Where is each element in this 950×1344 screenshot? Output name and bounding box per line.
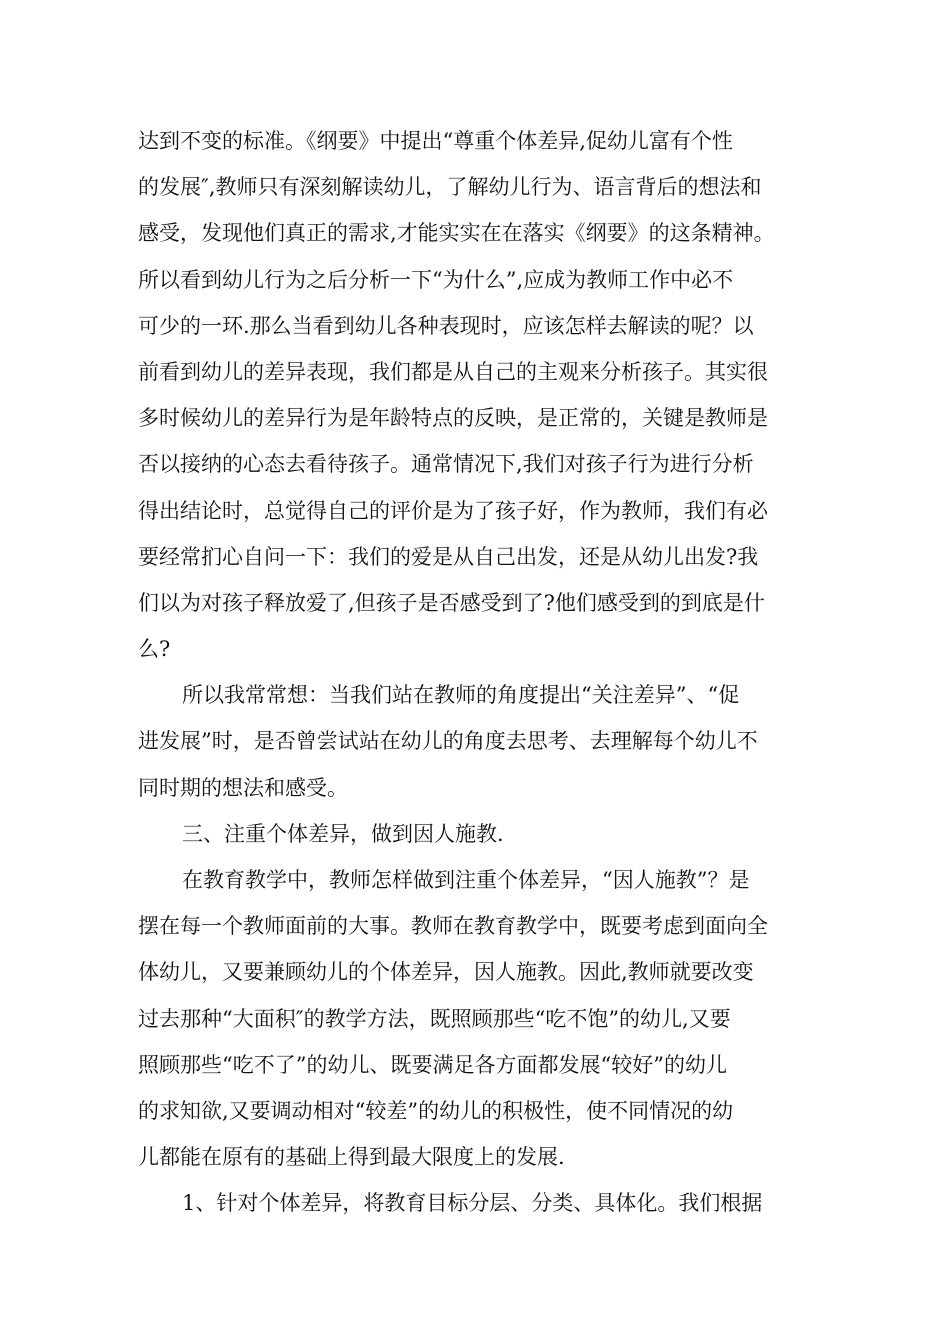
text-line: 可少的一环.那么当看到幼儿各种表现时，应该怎样去解读的呢？以 — [138, 313, 754, 338]
text-line-first: 1、针对个体差异，将教育目标分层、分类、具体化。我们根据 — [182, 1191, 763, 1216]
text-line: 们以为对孩子释放爱了,但孩子是否感受到了?他们感受到的到底是什 — [138, 590, 765, 615]
text-line: 的发展″,教师只有深刻解读幼儿，了解幼儿行为、语言背后的想法和 — [138, 175, 762, 200]
text-line: 要经常扪心自问一下：我们的爱是从自己出发，还是从幼儿出发?我 — [138, 544, 759, 569]
text-line: 达到不变的标准。《纲要》中提出“尊重个体差异,促幼儿富有个性 — [138, 129, 733, 153]
text-line: 么? — [138, 637, 171, 662]
text-line: 否以接纳的心态去看待孩子。通常情况下,我们对孩子行为进行分析 — [138, 452, 754, 477]
text-line: 摆在每一个教师面前的大事。教师在教育教学中，既要考虑到面向全 — [138, 914, 768, 939]
text-line: 得出结论时，总觉得自己的评价是为了孩子好，作为教师，我们有必 — [138, 498, 768, 523]
text-line: 进发展”时，是否曾尝试站在幼儿的角度去思考、去理解每个幼儿不 — [138, 729, 758, 754]
text-line: 体幼儿，又要兼顾幼儿的个体差异，因人施教。因此,教师就要改变 — [138, 960, 754, 985]
text-line: 感受，发现他们真正的需求,才能实实在在落实《纲要》的这条精神。 — [138, 221, 775, 246]
paragraph-p3 — [138, 857, 822, 1180]
text-line: 所以看到幼儿行为之后分析一下“为什么”,应成为教师工作中必不 — [138, 267, 734, 292]
text-line: 儿都能在原有的基础上得到最大限度上的发展. — [138, 1145, 565, 1170]
paragraph-p2 — [138, 672, 822, 811]
paragraph-p1 — [138, 118, 822, 672]
text-line: 多时候幼儿的差异行为是年龄特点的反映，是正常的，关键是教师是 — [138, 406, 768, 431]
section-heading-text: 三、注重个体差异，做到因人施教. — [182, 821, 504, 846]
text-line: 照顾那些“吃不了”的幼儿、既要满足各方面都发展“较好”的幼儿 — [138, 1052, 727, 1077]
text-line: 同时期的想法和感受。 — [138, 775, 348, 800]
document-page — [138, 118, 822, 1227]
text-line: 的求知欲,又要调动相对“较差”的幼儿的积极性，使不同情况的幼 — [138, 1098, 734, 1123]
text-line: 前看到幼儿的差异表现，我们都是从自己的主观来分析孩子。其实很 — [138, 359, 768, 384]
paragraph-p4 — [138, 1180, 822, 1226]
section-heading-3 — [138, 811, 822, 857]
text-line: 过去那种“大面积″的教学方法，既照顾那些“吃不饱”的幼儿,又要 — [138, 1006, 731, 1031]
text-line-first: 在教育教学中，教师怎样做到注重个体差异，“因人施教”？是 — [182, 868, 750, 892]
text-line-first: 所以我常常想：当我们站在教师的角度提出“关注差异”、“促 — [182, 683, 740, 708]
